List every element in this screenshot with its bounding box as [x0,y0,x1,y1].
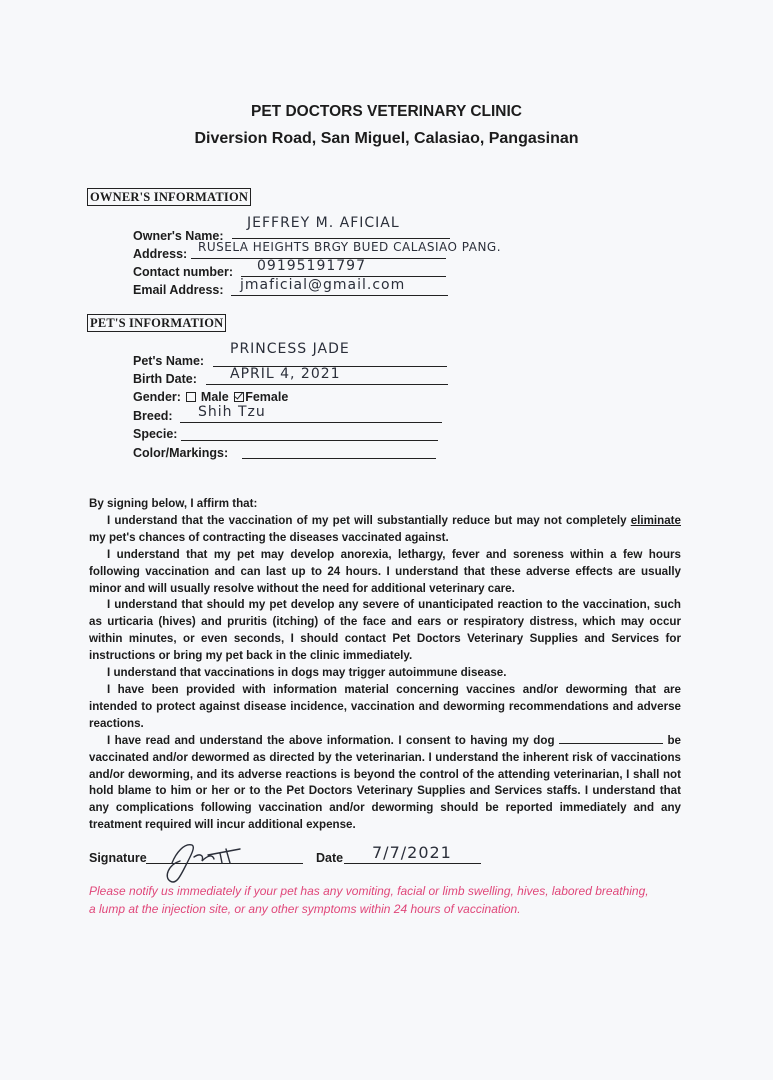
female-option-label: Female [245,390,289,404]
signature-label: Signature [89,851,147,865]
birth-date-line [206,384,448,385]
gender-row [133,390,288,404]
contact-value: 09195191797 [257,258,366,274]
consent-paragraph-1: I understand that the vaccination of my pet will substantially reduce but may not completely eliminate my pet's chances of contracting the diseases vaccinated against. [89,513,681,544]
birth-date-value: APRIL 4, 2021 [230,366,341,382]
consent-paragraph-2: I understand that my pet may develop anorexia, lethargy, fever and soreness within a few hours following vaccination and can last up to 24 hours. I understand that these adverse effects are usually minor and will usually resolve without the need for additional veterinary care. [89,547,681,595]
owner-name-label: Owner's Name: [133,229,224,243]
birth-date-label: Birth Date: [133,372,197,386]
male-checkbox[interactable] [186,392,196,402]
gender-label: Gender: [133,390,181,404]
pet-name-value: PRINCESS JADE [230,341,350,357]
post-vaccination-notice: Please notify us immediately if your pet has any vomiting, facial or limb swelling, hives, labored breathing, a lump at the injection site, or any other symptoms within 24 hours of vaccination. [89,884,649,916]
breed-line [180,422,442,423]
owner-section-heading: OWNER'S INFORMATION [87,188,251,206]
pet-section-heading: PET'S INFORMATION [87,314,226,332]
email-value: jmaficial@gmail.com [240,277,406,293]
consent-paragraph-6: I have read and understand the above information. I consent to having my dog be vaccinated and/or dewormed as directed by the veterinarian. I understand the inherent risk of vaccinations and/or deworming, and its adverse reactions is beyond the control of the attending veterinarian, I shall not hold blame to him or her or to the Pet Doctors Veterinary Supplies and Services staffs. I understand that any complications following vaccination and/or deworming should be reported immediately and any treatment required will incur additional expense. [89,733,681,832]
female-checkbox[interactable] [234,392,244,402]
dog-name-blank [559,733,663,744]
address-value: RUSELA HEIGHTS BRGY BUED CALASIAO PANG. [198,240,502,254]
consent-intro: By signing below, I affirm that: [89,497,258,510]
color-markings-line [242,458,436,459]
consent-paragraph-3: I understand that should my pet develop any severe of unanticipated reaction to the vaccination, such as urticaria (hives) and pruritis (itching) of the face and ears or respiratory distress, which may occur within minutes, or even seconds, I should contact Pet Doctors Veterinary Supplies and Services for instructions or bring my pet back in the clinic immediately. [89,598,681,663]
pet-name-label: Pet's Name: [133,354,205,368]
breed-label: Breed: [133,409,173,423]
consent-paragraph-5: I have been provided with information material concerning vaccines and/or deworming that are intended to protect against disease incidence, vaccination and deworming recommendations and adverse reactions. [89,682,681,730]
specie-label: Specie: [133,427,178,441]
address-label: Address: [133,247,188,261]
male-option-label: Male [200,390,229,404]
clinic-name: PET DOCTORS VETERINARY CLINIC [251,103,522,120]
handwritten-signature [150,835,250,890]
contact-label: Contact number: [133,265,233,279]
color-markings-label: Color/Markings: [133,446,229,460]
consent-paragraph-4: I understand that vaccinations in dogs may trigger autoimmune disease. [107,666,507,680]
date-label: Date [316,851,344,865]
owner-name-value: JEFFREY M. AFICIAL [247,215,400,231]
specie-line [181,440,438,441]
date-value: 7/7/2021 [372,843,452,862]
consent-statement [89,496,681,834]
email-label: Email Address: [133,283,224,297]
clinic-address: Diversion Road, San Miguel, Calasiao, Pangasinan [194,130,579,147]
owner-name-line [232,238,450,239]
breed-value: Shih Tzu [198,404,266,420]
date-line [344,863,481,864]
email-line [231,295,448,296]
